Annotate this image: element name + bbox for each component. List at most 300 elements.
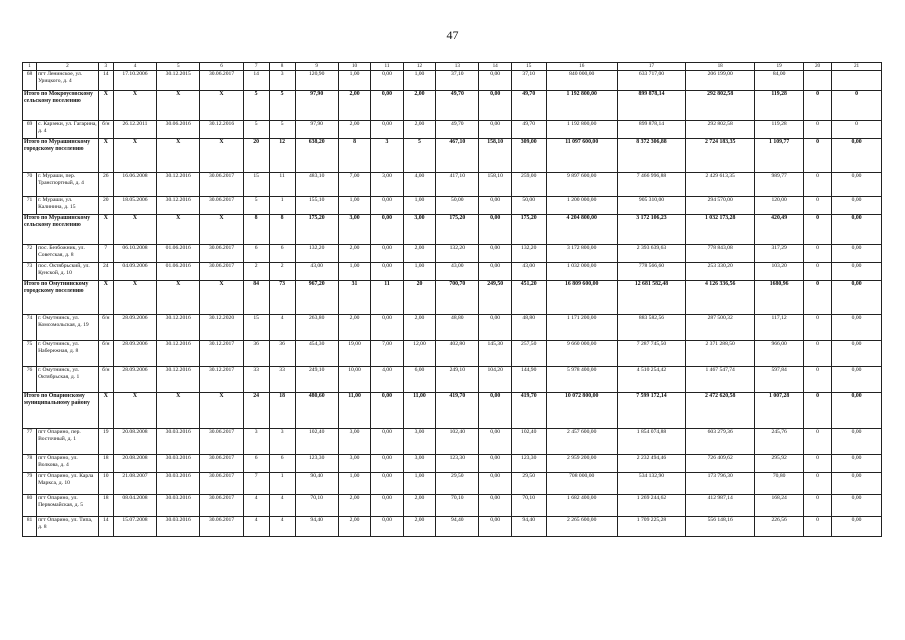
table-cell: 30.06.2017 xyxy=(200,473,243,495)
subtotal-row xyxy=(23,215,882,245)
column-number: 1 xyxy=(23,63,37,71)
table-cell: X xyxy=(98,215,113,245)
table-cell: 37,10 xyxy=(436,71,479,91)
table-cell: 0 xyxy=(803,341,831,367)
table-cell: 30.12.2016 xyxy=(157,315,200,341)
table-cell: 175,20 xyxy=(436,215,479,245)
table-cell: 30.06.2017 xyxy=(200,495,243,517)
table-cell: 3,00 xyxy=(338,215,370,245)
table-cell: 30.12.2020 xyxy=(200,315,243,341)
table-cell: 967,20 xyxy=(295,281,338,315)
table-cell: 3 xyxy=(243,429,269,455)
table-cell: 6 xyxy=(269,455,295,473)
table-cell: 2,00 xyxy=(338,91,370,121)
column-number: 17 xyxy=(617,63,685,71)
table-cell: 0,00 xyxy=(832,517,882,537)
table-cell: 30.12.2016 xyxy=(157,173,200,197)
table-cell: 73 xyxy=(269,281,295,315)
table-cell: 0,00 xyxy=(479,315,511,341)
table-cell: 0 xyxy=(803,429,831,455)
table-cell: 2 457 600,00 xyxy=(546,429,617,455)
table-cell: 0 xyxy=(803,455,831,473)
table-cell: 5 xyxy=(243,121,269,139)
table-cell: 259,00 xyxy=(511,173,546,197)
table-cell: X xyxy=(113,91,156,121)
table-cell: 1 200 000,00 xyxy=(546,197,617,215)
table-cell: 4 xyxy=(269,315,295,341)
table-cell: 1 682 400,00 xyxy=(546,495,617,517)
table-row xyxy=(23,121,882,139)
table-cell: 175,20 xyxy=(511,215,546,245)
table-cell: 3 172 106,23 xyxy=(617,215,685,245)
table-cell: 2,00 xyxy=(403,121,435,139)
table-cell: 287 500,32 xyxy=(686,315,755,341)
page-number: 47 xyxy=(446,28,459,42)
table-cell: 11 xyxy=(371,281,403,315)
table-cell: 0,00 xyxy=(371,473,403,495)
table-cell: 71 xyxy=(23,197,37,215)
table-cell: 7 xyxy=(98,245,113,263)
table-cell: 90,40 xyxy=(295,473,338,495)
table-cell: 2,00 xyxy=(338,517,370,537)
table-cell: 412 987,14 xyxy=(686,495,755,517)
table-cell: 0,00 xyxy=(371,393,403,429)
table-cell: 249,10 xyxy=(436,367,479,393)
table-cell: 1,00 xyxy=(403,473,435,495)
column-number-row xyxy=(23,63,882,71)
table-cell: 29,50 xyxy=(436,473,479,495)
table-cell: 2,00 xyxy=(338,245,370,263)
table-cell: 43,00 xyxy=(295,263,338,281)
table-cell: 80 xyxy=(23,495,37,517)
table-cell: 419,70 xyxy=(436,393,479,429)
table-cell: 102,40 xyxy=(436,429,479,455)
table-row xyxy=(23,367,882,393)
table-cell: 06.10.2008 xyxy=(113,245,156,263)
table-cell: 12,00 xyxy=(403,341,435,367)
table-row xyxy=(23,517,882,537)
table-cell: 102,40 xyxy=(295,429,338,455)
table-cell: 317,29 xyxy=(755,245,804,263)
table-cell: 70,80 xyxy=(755,473,804,495)
table-cell: 6 xyxy=(269,245,295,263)
table-cell: 74 xyxy=(23,315,37,341)
table-cell: 0 xyxy=(803,173,831,197)
column-number: 20 xyxy=(803,63,831,71)
table-cell: 49,70 xyxy=(436,121,479,139)
table-cell: 7 599 172,14 xyxy=(617,393,685,429)
table-cell: 2,00 xyxy=(403,315,435,341)
column-number: 12 xyxy=(403,63,435,71)
table-cell: 0,00 xyxy=(371,215,403,245)
table-cell: 30.06.2017 xyxy=(200,263,243,281)
table-cell: 20 xyxy=(243,139,269,173)
table-cell: 3,00 xyxy=(338,429,370,455)
table-cell: 30.03.2016 xyxy=(157,495,200,517)
table-cell: 2 xyxy=(269,263,295,281)
table-cell: 7,00 xyxy=(338,173,370,197)
address-cell: пгт Ленинское, ул. Урицкого, д. 4 xyxy=(37,71,99,91)
table-cell: 175,20 xyxy=(295,215,338,245)
table-cell: 0,00 xyxy=(371,455,403,473)
table-cell: 2 371 288,50 xyxy=(686,341,755,367)
table-cell: 15 xyxy=(243,315,269,341)
table-cell: 30.06.2017 xyxy=(200,455,243,473)
table-cell: 30.06.2017 xyxy=(200,517,243,537)
table-cell: 899 878,14 xyxy=(617,91,685,121)
table-cell: 24 xyxy=(243,393,269,429)
table-cell: X xyxy=(98,91,113,121)
table-cell: 2,00 xyxy=(403,91,435,121)
table-cell: 123,30 xyxy=(511,455,546,473)
address-cell: г. Мураши, ул. Калинина, д. 15 xyxy=(37,197,99,215)
table-cell: 48,80 xyxy=(436,315,479,341)
table-cell: 249,50 xyxy=(479,281,511,315)
table-cell: 1 109,77 xyxy=(755,139,804,173)
column-number: 7 xyxy=(243,63,269,71)
address-cell: пгт Опарино, ул. Карла Маркса, д. 10 xyxy=(37,473,99,495)
address-cell: г. Мураши, пер. Транспортный, д. 4 xyxy=(37,173,99,197)
address-cell: г. Омутнинск, ул. Набережная, д. 8 xyxy=(37,341,99,367)
table-cell: 483,10 xyxy=(295,173,338,197)
table-cell: 81 xyxy=(23,517,37,537)
table-cell: 2,00 xyxy=(338,121,370,139)
table-cell: 20.08.2008 xyxy=(113,429,156,455)
table-cell: 78 xyxy=(23,455,37,473)
table-cell: 0,00 xyxy=(832,495,882,517)
table-cell: 11,00 xyxy=(338,393,370,429)
table-cell: 4,00 xyxy=(403,173,435,197)
table-cell: X xyxy=(113,281,156,315)
column-number: 13 xyxy=(436,63,479,71)
table-cell: б/н xyxy=(98,315,113,341)
table-cell: 1 709 225,28 xyxy=(617,517,685,537)
table-cell: 33 xyxy=(269,367,295,393)
table-cell: X xyxy=(157,91,200,121)
table-cell: 0 xyxy=(803,91,831,121)
table-cell: 480,60 xyxy=(295,393,338,429)
address-cell: пос. Безбожник, ул. Советская, д. 8 xyxy=(37,245,99,263)
table-cell: 9 897 600,00 xyxy=(546,173,617,197)
table-cell: 2,00 xyxy=(403,245,435,263)
table-cell: 2 959 200,00 xyxy=(546,455,617,473)
column-number: 8 xyxy=(269,63,295,71)
table-cell: 0 xyxy=(803,281,831,315)
address-cell: пгт Опарино, ул. Волкова, д. 4 xyxy=(37,455,99,473)
table-row xyxy=(23,455,882,473)
table-cell: 8 372 306,88 xyxy=(617,139,685,173)
table-cell: 18 xyxy=(269,393,295,429)
table-cell: 43,00 xyxy=(436,263,479,281)
table-cell: 0,00 xyxy=(371,495,403,517)
table-cell: 120,90 xyxy=(295,71,338,91)
table-cell: 120,00 xyxy=(755,197,804,215)
table-cell: X xyxy=(113,215,156,245)
table-cell: 11,00 xyxy=(403,393,435,429)
table-cell: 2 265 600,00 xyxy=(546,517,617,537)
table-cell: 30.06.2017 xyxy=(200,197,243,215)
table-cell: 417,10 xyxy=(436,173,479,197)
table-cell: 0,00 xyxy=(371,517,403,537)
table-cell: 30.06.2017 xyxy=(200,429,243,455)
table-cell: 0,00 xyxy=(371,71,403,91)
table-cell: 19 xyxy=(98,429,113,455)
table-cell: 26 xyxy=(98,173,113,197)
table-cell: 7 466 996,88 xyxy=(617,173,685,197)
table-cell: 04.09.2006 xyxy=(113,263,156,281)
table-cell: X xyxy=(113,393,156,429)
table-cell: 158,10 xyxy=(479,173,511,197)
table-cell: 4 126 336,56 xyxy=(686,281,755,315)
table-cell: X xyxy=(200,215,243,245)
table-cell: 31 xyxy=(338,281,370,315)
table-cell: 0 xyxy=(832,121,882,139)
subtotal-label: Итого по Опаринскому муниципальному району xyxy=(23,393,99,429)
table-cell: 2,00 xyxy=(403,517,435,537)
table-cell: 4 xyxy=(269,495,295,517)
table-cell: б/н xyxy=(98,121,113,139)
table-cell: 0 xyxy=(803,215,831,245)
table-cell: 30.12.2016 xyxy=(157,367,200,393)
table-cell: 0,00 xyxy=(832,455,882,473)
table-cell: 30.06.2017 xyxy=(200,173,243,197)
table-cell: 2 xyxy=(243,263,269,281)
table-cell: 30.12.2016 xyxy=(157,197,200,215)
table-cell: X xyxy=(200,393,243,429)
table-cell: X xyxy=(98,393,113,429)
table-cell: 79 xyxy=(23,473,37,495)
table-cell: 1 007,28 xyxy=(755,393,804,429)
table-cell: 294 570,00 xyxy=(686,197,755,215)
table-cell: 0,00 xyxy=(479,197,511,215)
table-cell: X xyxy=(113,139,156,173)
table-cell: 726 409,62 xyxy=(686,455,755,473)
table-cell: 0 xyxy=(803,315,831,341)
table-cell: 7 xyxy=(243,473,269,495)
table-cell: 0,00 xyxy=(479,393,511,429)
table-cell: 0,00 xyxy=(479,215,511,245)
table-cell: 1 xyxy=(269,473,295,495)
table-cell: 1 032 000,00 xyxy=(546,263,617,281)
table-cell: 15.07.2008 xyxy=(113,517,156,537)
table-cell: 0,00 xyxy=(832,139,882,173)
table-cell: 3,00 xyxy=(403,455,435,473)
table-cell: 94,40 xyxy=(436,517,479,537)
table-row xyxy=(23,71,882,91)
table-cell: 4 xyxy=(243,495,269,517)
table-cell: 451,20 xyxy=(511,281,546,315)
table-cell: 1,00 xyxy=(338,263,370,281)
table-cell: 0,00 xyxy=(832,429,882,455)
table-cell: 17.10.2006 xyxy=(113,71,156,91)
table-cell: 168,24 xyxy=(755,495,804,517)
subtotal-row xyxy=(23,281,882,315)
table-cell: 7 287 745,50 xyxy=(617,341,685,367)
table-row xyxy=(23,429,882,455)
table-cell: 3,00 xyxy=(371,173,403,197)
table-cell: X xyxy=(200,281,243,315)
table-cell: 0,00 xyxy=(832,245,882,263)
table-cell: 01.06.2016 xyxy=(157,263,200,281)
table-cell: 73 xyxy=(23,263,37,281)
table-cell: 245,76 xyxy=(755,429,804,455)
table-cell: 8 xyxy=(338,139,370,173)
table-cell: 30.12.2017 xyxy=(200,341,243,367)
table-cell: 883 582,56 xyxy=(617,315,685,341)
table-cell: 0 xyxy=(803,495,831,517)
address-cell: пос. Октябрьский, ул. Кунской, д. 10 xyxy=(37,263,99,281)
column-number: 19 xyxy=(755,63,804,71)
table-cell: 206 199,00 xyxy=(686,71,755,91)
table-cell: 20 xyxy=(98,197,113,215)
column-number: 11 xyxy=(371,63,403,71)
table-cell: 84 xyxy=(243,281,269,315)
table-cell: 145,30 xyxy=(479,341,511,367)
table-cell: 10,00 xyxy=(338,367,370,393)
column-number: 10 xyxy=(338,63,370,71)
table-cell: 132,20 xyxy=(436,245,479,263)
table-cell: 534 132,90 xyxy=(617,473,685,495)
table-cell: 0,00 xyxy=(479,473,511,495)
table-cell: 0,00 xyxy=(832,315,882,341)
table-cell: 70,10 xyxy=(436,495,479,517)
table-cell: 708 000,00 xyxy=(546,473,617,495)
table-cell: 454,30 xyxy=(295,341,338,367)
table-cell: X xyxy=(157,393,200,429)
table-cell: 2,00 xyxy=(338,315,370,341)
table-cell: 420,49 xyxy=(755,215,804,245)
table-cell: 16 809 600,00 xyxy=(546,281,617,315)
table-cell: 30.06.2017 xyxy=(200,71,243,91)
column-number: 3 xyxy=(98,63,113,71)
table-cell: 132,20 xyxy=(511,245,546,263)
column-number: 6 xyxy=(200,63,243,71)
table-cell: 5 xyxy=(243,197,269,215)
table-cell: 16.06.2008 xyxy=(113,173,156,197)
table-cell: 14 xyxy=(98,517,113,537)
table-cell: 2 724 183,35 xyxy=(686,139,755,173)
table-cell: 3 xyxy=(371,139,403,173)
table-cell: 36 xyxy=(243,341,269,367)
address-cell: пгт Опарино, пер. Восточный, д. 1 xyxy=(37,429,99,455)
table-cell: 0,00 xyxy=(832,215,882,245)
table-cell: 43,00 xyxy=(511,263,546,281)
table-cell: 0,00 xyxy=(479,429,511,455)
table-cell: 75 xyxy=(23,341,37,367)
address-cell: пгт Опарино, ул. Первомайская, д. 5 xyxy=(37,495,99,517)
table-cell: 30.12.2016 xyxy=(200,121,243,139)
table-cell: 30.03.2016 xyxy=(157,429,200,455)
table-cell: 899 878,14 xyxy=(617,121,685,139)
table-cell: 132,20 xyxy=(295,245,338,263)
table-cell: 0 xyxy=(803,367,831,393)
table-cell: 4 510 254,42 xyxy=(617,367,685,393)
table-cell: 70,10 xyxy=(511,495,546,517)
table-cell: 103,20 xyxy=(755,263,804,281)
table-row xyxy=(23,245,882,263)
table-cell: 3 xyxy=(269,429,295,455)
table-cell: 633 717,00 xyxy=(617,71,685,91)
table-cell: 68 xyxy=(23,71,37,91)
table-cell: 1 xyxy=(269,197,295,215)
table-cell: 12 xyxy=(269,139,295,173)
table-cell: 0,00 xyxy=(479,71,511,91)
table-cell: 1,00 xyxy=(403,71,435,91)
address-cell: г. Омутнинск, ул. Комсомольская, д. 19 xyxy=(37,315,99,341)
table-cell: 226,56 xyxy=(755,517,804,537)
table-cell: 2 393 639,63 xyxy=(617,245,685,263)
table-cell: 30.12.2015 xyxy=(157,71,200,91)
subtotal-label: Итого по Мурашинскому городскому поселению xyxy=(23,139,99,173)
table-cell: 3,00 xyxy=(403,215,435,245)
table-cell: 840 000,00 xyxy=(546,71,617,91)
table-cell: 30.06.2016 xyxy=(157,121,200,139)
table-row xyxy=(23,495,882,517)
table-cell: 158,10 xyxy=(479,139,511,173)
table-cell: 28.09.2006 xyxy=(113,315,156,341)
table-cell: 0,00 xyxy=(832,173,882,197)
table-cell: X xyxy=(200,139,243,173)
table-cell: 10 072 800,00 xyxy=(546,393,617,429)
address-cell: с. Карзеки, ул. Гагарина, д. 4 xyxy=(37,121,99,139)
table-cell: 49,70 xyxy=(511,91,546,121)
table-cell: 48,80 xyxy=(511,315,546,341)
table-cell: 37,10 xyxy=(511,71,546,91)
table-cell: 1 269 244,62 xyxy=(617,495,685,517)
column-number: 4 xyxy=(113,63,156,71)
column-number: 5 xyxy=(157,63,200,71)
table-cell: 30.06.2017 xyxy=(200,245,243,263)
table-cell: 119,28 xyxy=(755,91,804,121)
table-cell: 1,00 xyxy=(403,197,435,215)
table-cell: X xyxy=(157,281,200,315)
table-cell: 14 xyxy=(243,71,269,91)
table-cell: 0 xyxy=(803,245,831,263)
table-cell: 249,10 xyxy=(295,367,338,393)
table-cell: 30.03.2016 xyxy=(157,455,200,473)
column-number: 18 xyxy=(686,63,755,71)
table-cell: 18.05.2006 xyxy=(113,197,156,215)
table-cell: 5 978 400,00 xyxy=(546,367,617,393)
table-cell: 3 xyxy=(269,71,295,91)
table-cell: 0,00 xyxy=(479,495,511,517)
table-cell: 9 660 000,00 xyxy=(546,341,617,367)
table-cell: 18 xyxy=(98,455,113,473)
table-cell: 97,90 xyxy=(295,91,338,121)
table-cell: 0,00 xyxy=(371,315,403,341)
table-row xyxy=(23,263,882,281)
table-cell: 30.03.2016 xyxy=(157,517,200,537)
table-cell: 70 xyxy=(23,173,37,197)
table-cell: 263,80 xyxy=(295,315,338,341)
column-number: 2 xyxy=(37,63,99,71)
table-cell: 2,00 xyxy=(338,495,370,517)
table-cell: 123,30 xyxy=(295,455,338,473)
table-cell: 778 566,60 xyxy=(617,263,685,281)
table-cell: 36 xyxy=(269,341,295,367)
table-cell: 0,00 xyxy=(479,455,511,473)
table-cell: 97,90 xyxy=(295,121,338,139)
table-cell: 19,00 xyxy=(338,341,370,367)
table-cell: 10 xyxy=(98,473,113,495)
table-cell: 30.12.2016 xyxy=(157,341,200,367)
table-cell: 1 854 074,88 xyxy=(617,429,685,455)
table-cell: 12 681 582,48 xyxy=(617,281,685,315)
table-cell: 989,77 xyxy=(755,173,804,197)
table-cell: 0 xyxy=(832,91,882,121)
table-cell: 5 xyxy=(269,121,295,139)
table-cell: 638,20 xyxy=(295,139,338,173)
